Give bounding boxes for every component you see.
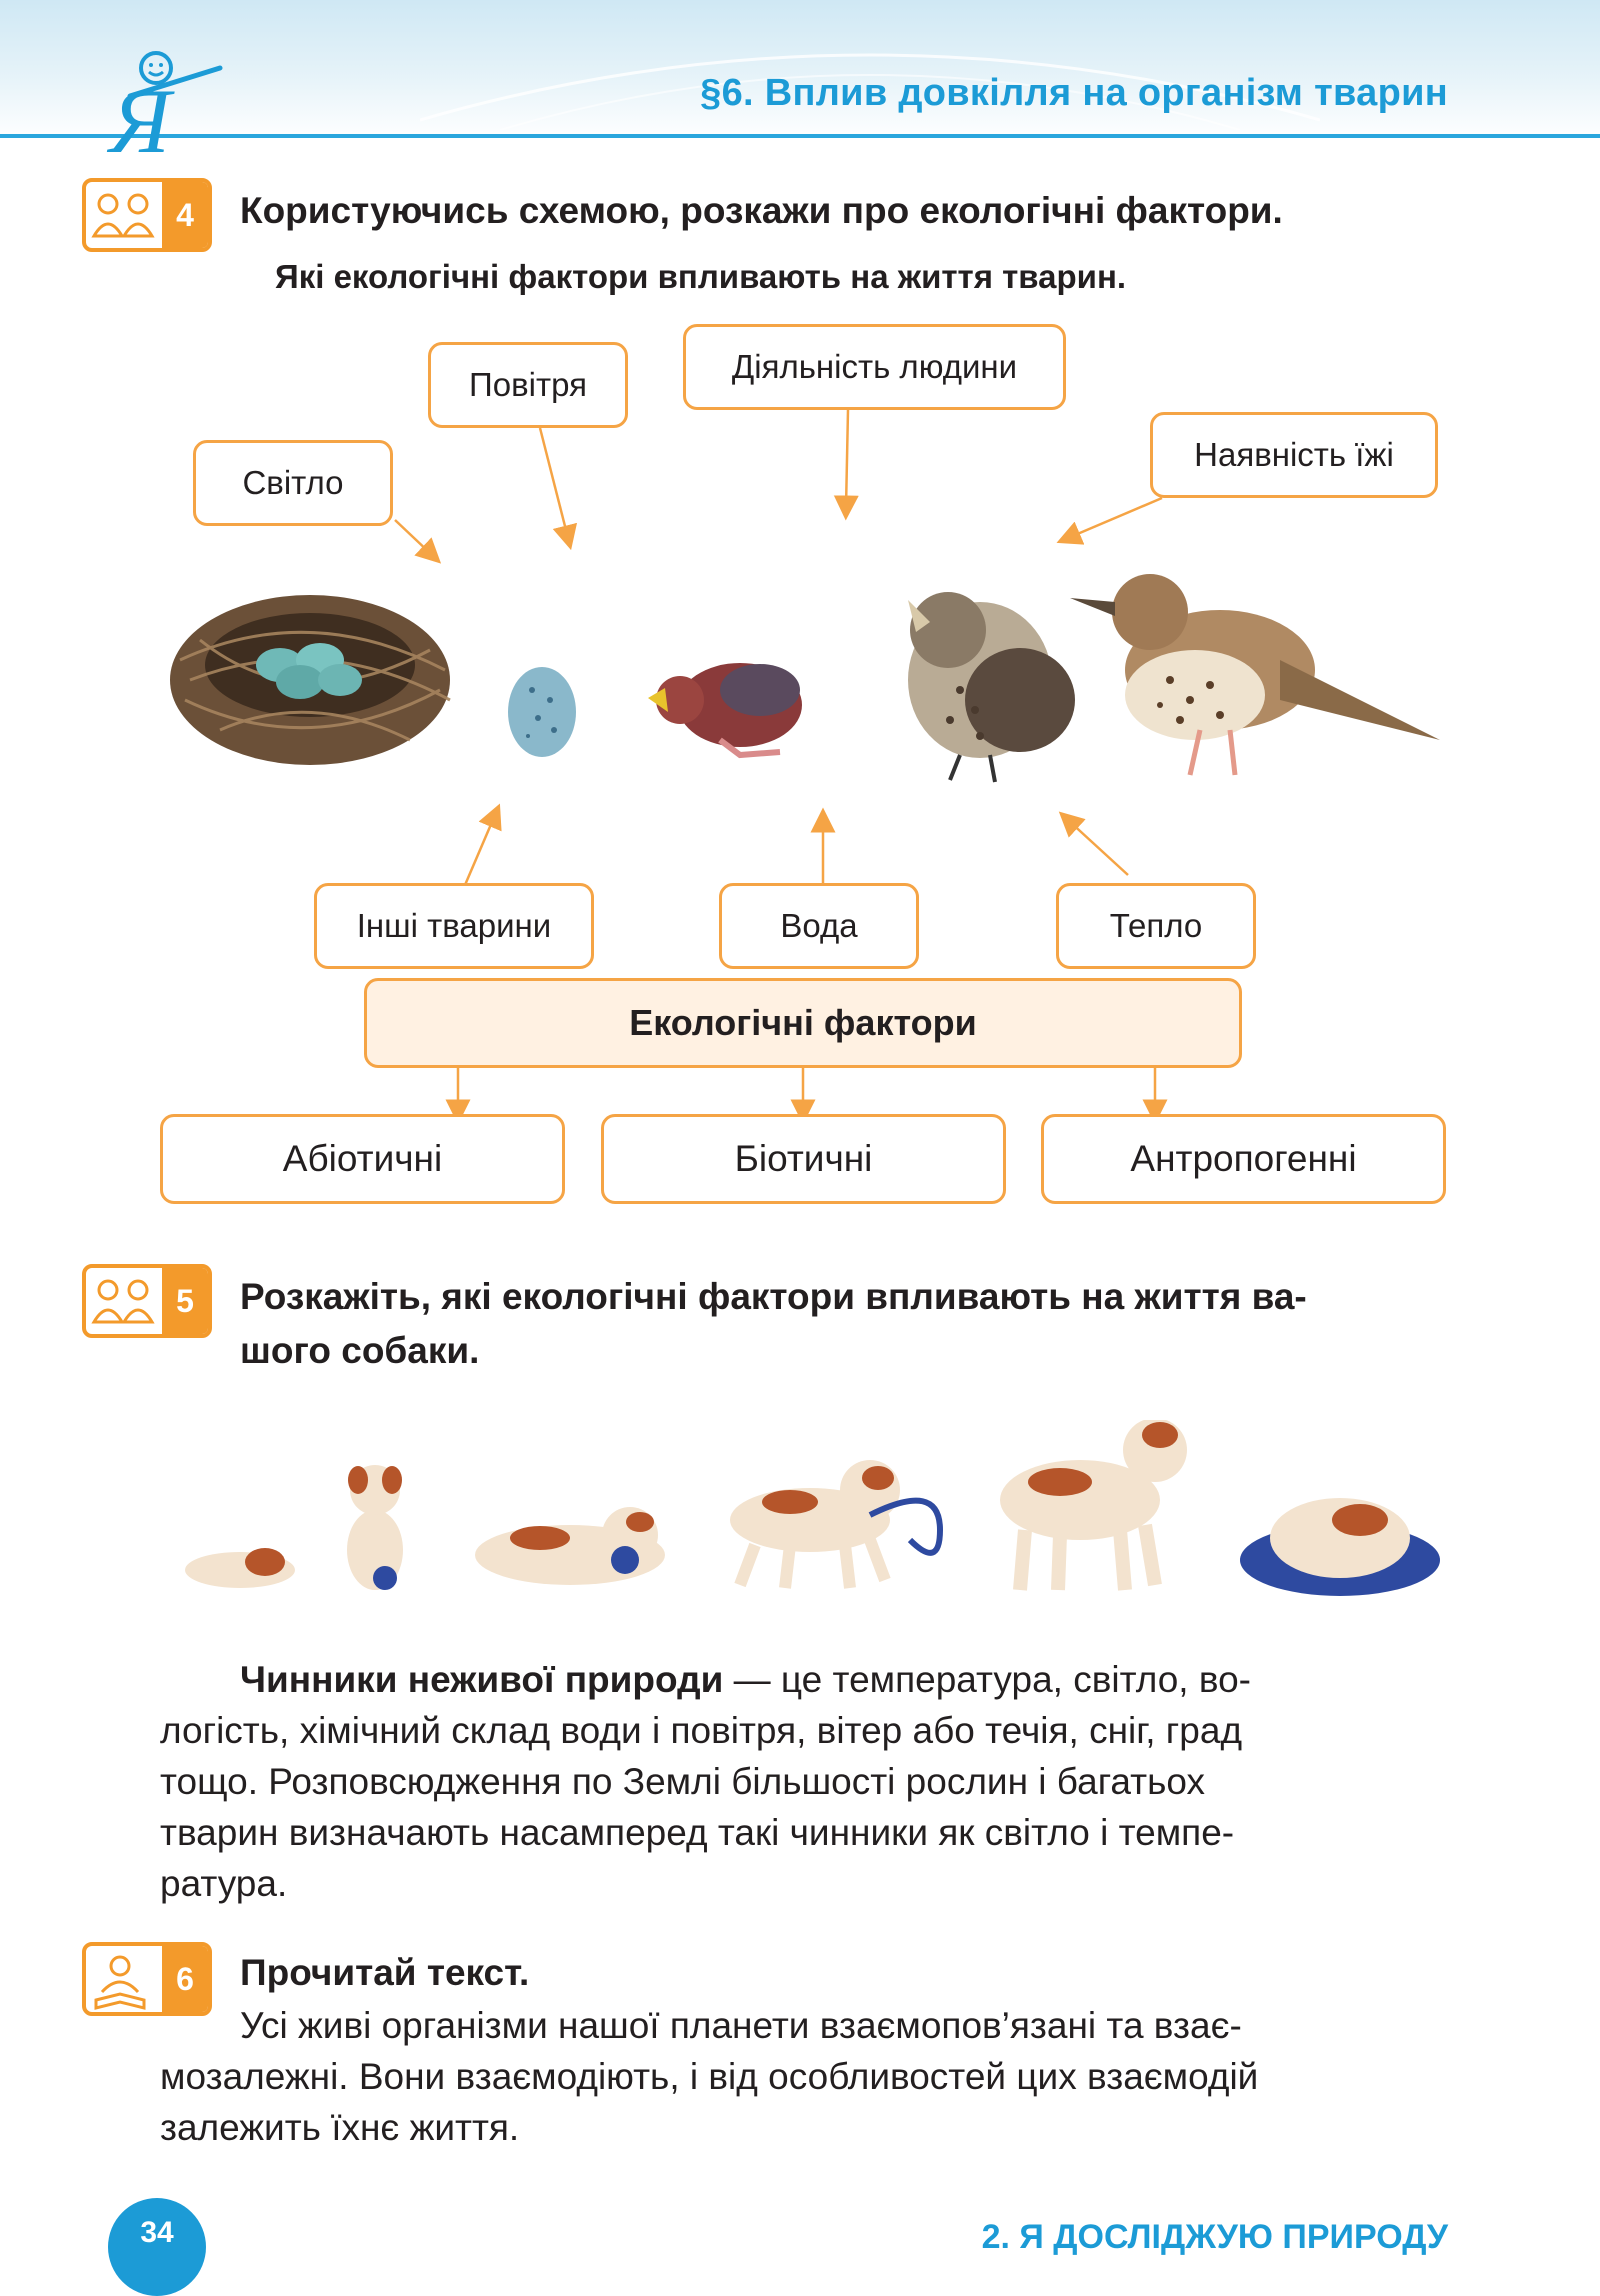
- paragraph-bold-term: Чинники неживої природи: [240, 1659, 724, 1700]
- paragraph-line-3: тощо. Розповсюдження по Землі більшості рослин і багатьох: [160, 1761, 1206, 1802]
- task6-title: Прочитай текст.: [240, 1952, 530, 1993]
- abiotic-factors-paragraph: [160, 1654, 1450, 1909]
- category-box-anthropogenic: Антропогенні: [1041, 1114, 1446, 1204]
- factor-box-air: Повітря: [428, 342, 628, 428]
- paragraph-line-5: ратура.: [160, 1863, 288, 1904]
- reading-person-icon: [90, 1952, 170, 2012]
- bird-life-cycle-illustration: [160, 540, 1450, 800]
- section-title: §6. Вплив довкілля на організм тварин: [700, 72, 1448, 114]
- factor-box-light: Світло: [193, 440, 393, 526]
- task-number: 4: [162, 182, 208, 248]
- task6-line-2: мозалежні. Вони взаємодіють, і від особливостей цих взаємодій: [160, 2056, 1259, 2097]
- sleeping-dog-on-bed-image: [1240, 1498, 1440, 1596]
- category-box-abiotic: Абіотичні: [160, 1114, 565, 1204]
- playing-dog-with-leash-image: [730, 1460, 940, 1588]
- task5-title-line1: Розкажіть, які екологічні фактори впливають на життя ва-: [240, 1276, 1307, 1317]
- category-box-biotic: Біотичні: [601, 1114, 1006, 1204]
- task5-title-line2: шого собаки.: [240, 1330, 480, 1371]
- adult-dog-image: [1000, 1420, 1187, 1590]
- chapter-title: 2. Я ДОСЛІДЖУЮ ПРИРОДУ: [981, 2218, 1448, 2256]
- factor-box-other-animals: Інші тварини: [314, 883, 594, 969]
- paragraph-line-1: Чинники неживої природи — це температура, світло, во-: [240, 1659, 1251, 1700]
- task4-subtitle: Які екологічні фактори впливають на життя тварин.: [275, 258, 1127, 295]
- adult-thrush-image: [1070, 574, 1440, 775]
- factor-box-human-activity: Діяльність людини: [683, 324, 1066, 410]
- task6-line-3: залежить їхнє життя.: [160, 2107, 520, 2148]
- pair-work-icon: [90, 1274, 170, 1334]
- newborn-puppy-image: [185, 1548, 295, 1588]
- paragraph-line-2: логість, хімічний склад води і повітря, вітер або течія, сніг, град: [160, 1710, 1243, 1751]
- fledgling-image: [908, 592, 1075, 782]
- task4-title: Користуючись схемою, розкажи про екологічні фактори.: [240, 190, 1283, 231]
- task-number: 6: [162, 1946, 208, 2012]
- task-badge-5: [82, 1264, 212, 1338]
- lying-puppy-with-ball-image: [475, 1507, 665, 1585]
- nest-with-eggs-image: [170, 595, 450, 765]
- sitting-puppy-image: [347, 1465, 403, 1590]
- egg-image: [508, 667, 576, 757]
- factor-box-heat: Тепло: [1056, 883, 1256, 969]
- factor-box-water: Вода: [719, 883, 919, 969]
- factor-box-food: Наявність їжі: [1150, 412, 1438, 498]
- svg-text:Я: Я: [110, 70, 171, 160]
- ecological-factors-box: Екологічні фактори: [364, 978, 1242, 1068]
- task-number: 5: [162, 1268, 208, 1334]
- hatchling-image: [648, 663, 802, 755]
- paragraph-line-4: тварин визначають насамперед такі чинники як світло і темпе-: [160, 1812, 1235, 1853]
- task6-line-1: Усі живі організми нашої планети взаємопов’язані та взає-: [240, 2005, 1242, 2046]
- task6-text: [160, 2000, 1450, 2153]
- dog-growth-illustration: [180, 1420, 1440, 1600]
- page-number: 34: [108, 2198, 206, 2296]
